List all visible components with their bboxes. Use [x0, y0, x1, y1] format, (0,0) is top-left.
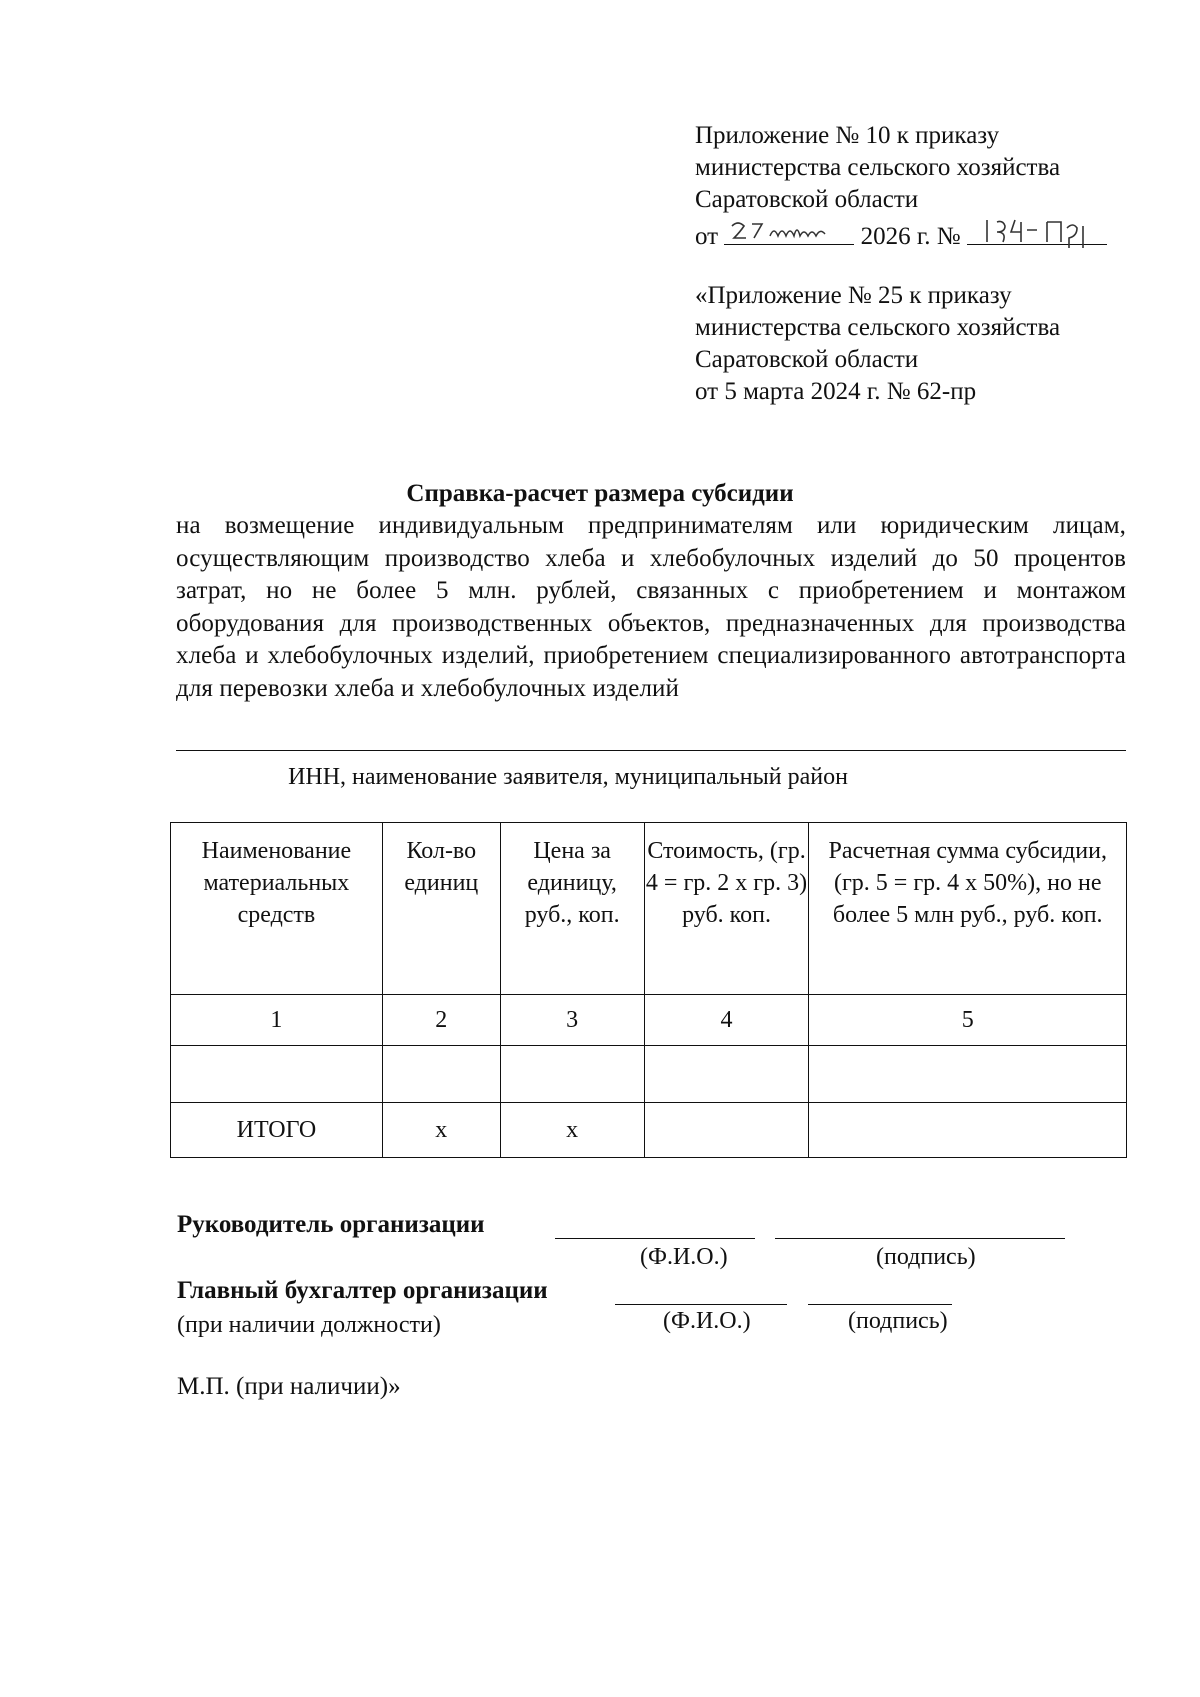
- handwritten-date-scribble: [724, 216, 854, 244]
- header-cell: Цена за единицу, руб., коп.: [500, 823, 644, 995]
- table-cell[interactable]: [644, 1046, 809, 1103]
- document-title: Справка-расчет размера субсидии: [406, 480, 794, 507]
- table-cell[interactable]: [171, 1046, 383, 1103]
- handwritten-number-scribble: [967, 216, 1107, 244]
- appendix-old-block: [695, 280, 1165, 408]
- table-cell[interactable]: [500, 1046, 644, 1103]
- accountant-fio-caption: (Ф.И.О.): [663, 1308, 751, 1334]
- accountant-sign-line[interactable]: [808, 1304, 952, 1305]
- column-number-cell: 1: [171, 995, 383, 1046]
- date-prefix: от: [695, 223, 719, 250]
- table-cell[interactable]: [809, 1046, 1127, 1103]
- column-number-cell: 2: [382, 995, 500, 1046]
- accountant-label: Главный бухгалтер организации: [177, 1277, 548, 1304]
- document-subtitle: на возмещение индивидуальным предпринимателям или юридическим лицам, осуществляющим производство хлеба и хлебобулочных изделий до 50 процентов затрат, но не более 5 млн. рублей, связанных с приобретением и монтажом оборудования для производственных объектов, предназначенных для производства хлеба и хлебобулочных изделий, приобретением специализированного автотранспорта для перевозки хлеба и хлебобулочных изделий: [176, 512, 1126, 702]
- total-label-cell: ИТОГО: [171, 1103, 383, 1158]
- column-number-cell: 5: [809, 995, 1127, 1046]
- handwritten-number: [967, 216, 1107, 245]
- appendix-new-line3: Саратовской области: [695, 186, 919, 213]
- column-number-cell: 4: [644, 995, 809, 1046]
- applicant-caption: ИНН, наименование заявителя, муниципальный район: [288, 764, 848, 790]
- table-cell[interactable]: [382, 1046, 500, 1103]
- handwritten-date: [724, 216, 854, 245]
- accountant-sign-caption: (подпись): [848, 1308, 948, 1334]
- accountant-note: (при наличии должности): [177, 1312, 441, 1338]
- total-cell: х: [382, 1103, 500, 1158]
- head-sign-line[interactable]: [775, 1238, 1065, 1239]
- total-cell[interactable]: [809, 1103, 1127, 1158]
- appendix-old-line2: министерства сельского хозяйства: [695, 314, 1061, 341]
- appendix-old-line1: «Приложение № 25 к приказу: [695, 282, 1012, 309]
- subsidy-calc-table: [170, 822, 1127, 1158]
- appendix-old-line4: от 5 марта 2024 г. № 62-пр: [695, 378, 977, 405]
- column-number-row: [171, 995, 1127, 1046]
- total-cell: х: [500, 1103, 644, 1158]
- total-row: [171, 1103, 1127, 1158]
- accountant-fio-line[interactable]: [615, 1304, 787, 1305]
- header-cell: Стоимость, (гр. 4 = гр. 2 х гр. 3) руб. коп.: [644, 823, 809, 995]
- appendix-new-date-line: [695, 216, 1165, 253]
- head-fio-line[interactable]: [555, 1238, 755, 1239]
- appendix-new-block: [695, 120, 1165, 253]
- head-fio-caption: (Ф.И.О.): [640, 1244, 728, 1270]
- column-number-cell: 3: [500, 995, 644, 1046]
- date-year: 2026 г. №: [860, 223, 961, 250]
- header-cell: Расчетная сумма субсидии, (гр. 5 = гр. 4 х 50%), но не более 5 млн руб., руб. коп.: [809, 823, 1127, 995]
- appendix-old-line3: Саратовской области: [695, 346, 919, 373]
- header-cell: Наименование материальных средств: [171, 823, 383, 995]
- table-header-row: [171, 823, 1127, 995]
- header-cell: Кол-во единиц: [382, 823, 500, 995]
- stamp-note: М.П. (при наличии)»: [177, 1373, 401, 1400]
- applicant-fill-line[interactable]: [176, 750, 1126, 751]
- appendix-new-line2: министерства сельского хозяйства: [695, 154, 1061, 181]
- head-sign-caption: (подпись): [876, 1244, 976, 1270]
- head-label: Руководитель организации: [177, 1211, 485, 1238]
- total-cell[interactable]: [644, 1103, 809, 1158]
- table-row: [171, 1046, 1127, 1103]
- appendix-new-line1: Приложение № 10 к приказу: [695, 122, 1000, 149]
